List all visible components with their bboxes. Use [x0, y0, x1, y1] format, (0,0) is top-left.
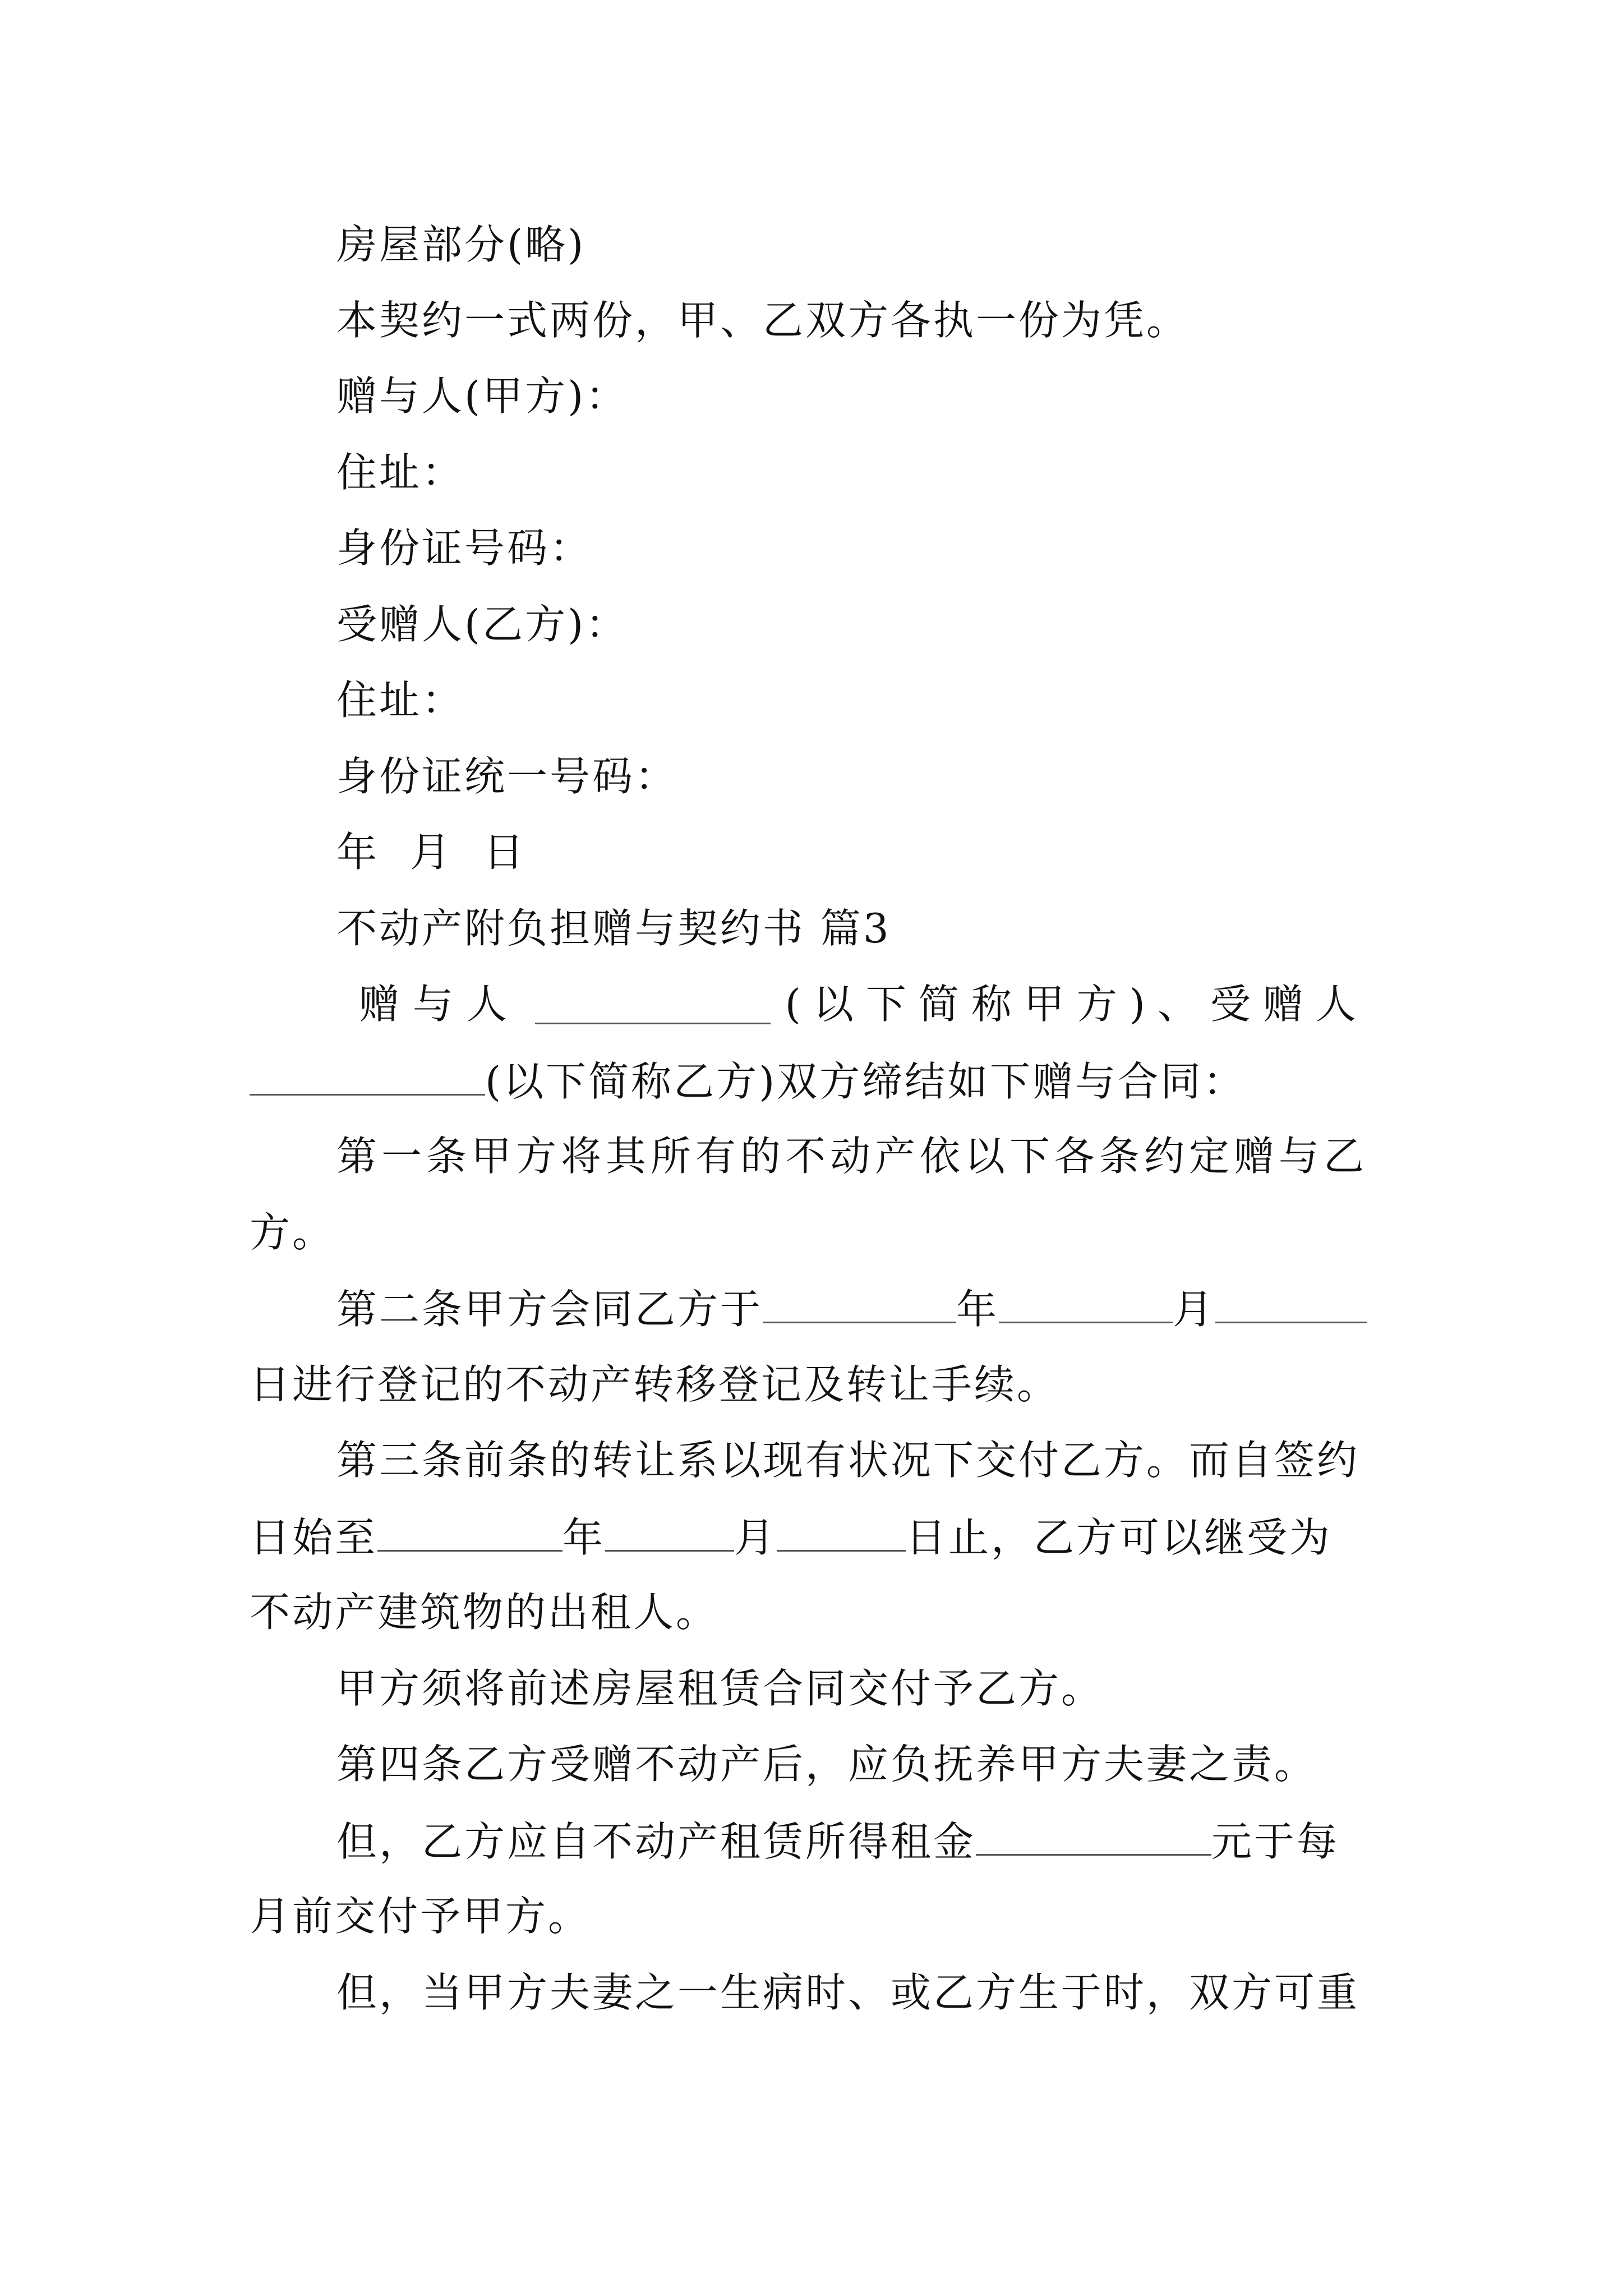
art3-month-blank: [605, 1516, 734, 1552]
line-intro-1: [359, 981, 1368, 1028]
line-article-2a: [336, 1286, 1367, 1333]
line-article-3b: [250, 1514, 1332, 1561]
line-article-2b: 日进行登记的不动产转移登记及转让手续。: [250, 1361, 1060, 1408]
rent-amount-blank: [976, 1820, 1211, 1856]
date-year: 年: [336, 829, 380, 876]
line-donee-id: 身份证统一号码：: [336, 753, 678, 800]
line-but-1a: [336, 1818, 1340, 1865]
but-1-unit: 元于每: [1211, 1818, 1340, 1865]
article-3-from: 日始至: [250, 1514, 378, 1561]
line-lease: 甲方须将前述房屋租赁合同交付予乙方。: [336, 1665, 1104, 1712]
art2-day-blank: [1215, 1288, 1367, 1323]
donee-name-blank: [250, 1060, 485, 1096]
line-article-3a: 第三条前条的转让系以现有状况下交付乙方。而自签约: [336, 1437, 1360, 1484]
line-copies: 本契约一式两份，甲、乙双方各执一份为凭。: [336, 297, 1189, 344]
section-title: 不动产附负担赠与契约书 篇3: [336, 905, 891, 952]
art3-month-label: 月: [734, 1514, 777, 1561]
line-house-part: 房屋部分(略): [336, 221, 586, 268]
line-donee: 受赠人(乙方)：: [336, 601, 629, 648]
date-month: 月: [410, 829, 453, 876]
line-article-3c: 不动产建筑物的出租人。: [250, 1589, 719, 1636]
art2-month-label: 月: [1173, 1286, 1216, 1333]
line-but-2: 但，当甲方夫妻之一生病时、或乙方生于时，双方可重: [336, 1969, 1360, 2016]
article-3-until: 日止，乙方可以继受为: [906, 1514, 1332, 1561]
art2-month-blank: [999, 1288, 1173, 1323]
donor-name-blank: [535, 989, 771, 1024]
line-donor-address: 住址：: [336, 449, 465, 496]
art3-day-blank: [777, 1516, 906, 1552]
line-article-4: 第四条乙方受赠不动产后，应负抚养甲方夫妻之责。: [336, 1741, 1317, 1788]
line-donee-address: 住址：: [336, 677, 465, 724]
line-donor: 赠与人(甲方)：: [336, 372, 629, 420]
art2-year-blank: [763, 1288, 956, 1323]
intro-donee-label: (以下简称甲方)、受赠人: [785, 981, 1368, 1028]
line-but-1b: 月前交付予甲方。: [250, 1893, 591, 1940]
line-article-1a: 第一条甲方将其所有的不动产依以下各条约定赠与乙: [336, 1133, 1369, 1180]
intro-donor-label: 赠与人: [359, 981, 521, 1028]
but-1-text: 但，乙方应自不动产租赁所得租金: [336, 1818, 976, 1865]
line-article-1b: 方。: [250, 1209, 335, 1256]
art2-year-label: 年: [956, 1286, 999, 1333]
date-day: 日: [483, 829, 527, 876]
art3-year-blank: [377, 1516, 562, 1552]
line-donor-id: 身份证号码：: [336, 524, 593, 572]
line-intro-2: [250, 1058, 1246, 1105]
art3-year-label: 年: [562, 1514, 606, 1561]
line-date: [336, 829, 527, 876]
intro-2-text: (以下简称乙方)双方缔结如下赠与合同：: [485, 1058, 1246, 1105]
article-2-text: 第二条甲方会同乙方于: [336, 1286, 763, 1333]
